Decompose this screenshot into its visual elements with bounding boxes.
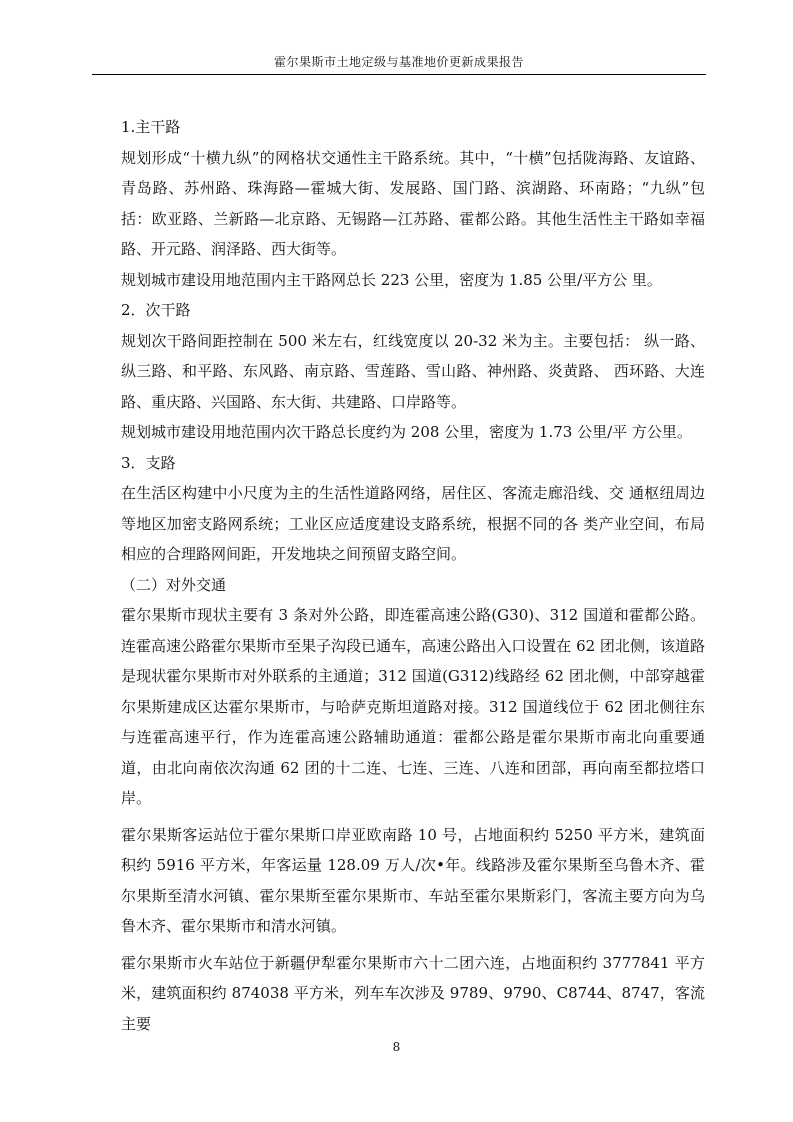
paragraph-main-road-length: 规划城市建设用地范围内主干路网总长 223 公里，密度为 1.85 公里/平方公 里。 bbox=[121, 270, 662, 289]
page-number: 8 bbox=[392, 1040, 401, 1054]
report-body bbox=[121, 112, 705, 1039]
report-header-title: 霍尔果斯市土地定级与基准地价更新成果报告 bbox=[273, 55, 524, 69]
heading-external-transport: （二）对外交通 bbox=[121, 575, 227, 594]
heading-branch-road: 3．支路 bbox=[121, 453, 176, 472]
header-divider bbox=[92, 74, 706, 75]
paragraph-main-road-plan: 规划形成“十横九纵”的网格状交通性主干路系统。其中，“十横”包括陇海路、友谊路、青岛路、苏州路、珠海路—霍城大街、发展路、国门路、滨湖路、环南路；“九纵”包括：欧亚路、兰新路—北京路、无锡路—江苏路、霍都公路。其他生活性主干路如幸福路、开元路、润泽路、西大街等。 bbox=[121, 148, 705, 258]
heading-secondary-road: 2．次干路 bbox=[121, 301, 191, 319]
paragraph-branch-road: 在生活区构建中小尺度为主的生活性道路网络，居住区、客流走廊沿线、交 通枢纽周边等地区加密支路网系统；工业区应适度建设支路系统，根据不同的各 类产业空间，布局相应的合理路网间距，开发地块之间预留支路空间。 bbox=[121, 484, 705, 563]
heading-main-road: 1.主干路 bbox=[121, 118, 181, 136]
paragraph-secondary-road-length: 规划城市建设用地范围内次干路总长度约为 208 公里，密度为 1.73 公里/平 方公里。 bbox=[121, 423, 692, 441]
paragraph-external-highways: 霍尔果斯市现状主要有 3 条对外公路，即连霍高速公路(G30)、312 国道和霍都公路。连霍高速公路霍尔果斯市至果子沟段已通车，高速公路出入口设置在 62 团北侧，该道路是现状霍尔果斯市对外联系的主通道；312 国道(G312)线路经 62 团北侧，中部穿越霍尔果斯建成区达霍尔果斯市，与哈萨克斯坦道路对接。312 国道线位于 62 团北侧往东与连霍高速平行，作为连霍高速公路辅助通道：霍都公路是霍尔果斯市南北向重要通道，由北向南依次沟通 62 团的十二连、七连、三连、八连和团部，再向南至都拉塔口岸。 bbox=[121, 606, 705, 807]
paragraph-bus-station: 霍尔果斯客运站位于霍尔果斯口岸亚欧南路 10 号，占地面积约 5250 平方米，建筑面积约 5916 平方米，年客运量 128.09 万人/次•年。线路涉及霍尔果斯至乌鲁木齐、霍尔果斯至清水河镇、霍尔果斯至霍尔果斯市、车站至霍尔果斯彩门，客流主要方向为乌鲁木齐、霍尔果斯市和清水河镇。 bbox=[121, 825, 705, 935]
paragraph-railway-station: 霍尔果斯市火车站位于新疆伊犁霍尔果斯市六十二团六连，占地面积约 3777841 平方米，建筑面积约 874038 平方米，列车车次涉及 9789、9790、C8744、8747，客流主要 bbox=[121, 953, 705, 1033]
paragraph-secondary-road-plan: 规划次干路间距控制在 500 米左右，红线宽度以 20-32 米为主。主要包括： 纵一路、纵三路、和平路、东风路、南京路、雪莲路、雪山路、神州路、炎黄路、 西环路、大连路、重庆路、兴国路、东大街、共建路、口岸路等。 bbox=[121, 331, 705, 411]
